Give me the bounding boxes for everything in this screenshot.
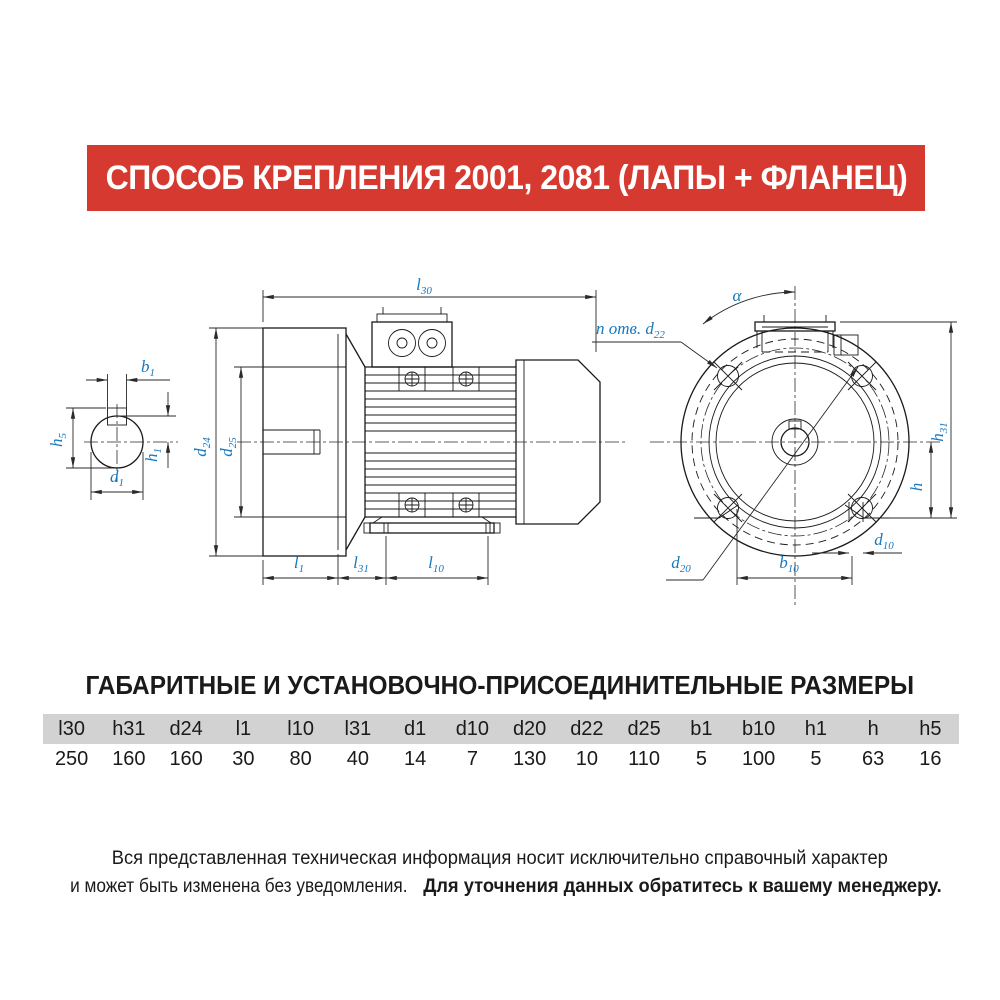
header-cell: l10 (272, 714, 329, 744)
header-cell: h1 (787, 714, 844, 744)
dim-label-n-otv-d22: n отв. $d_{22}$ (596, 319, 665, 341)
dim-label-d10: $d_{10}$ (874, 530, 894, 552)
value-cell: 5 (695, 747, 707, 770)
header-cell: d22 (558, 714, 615, 744)
dim-label-alpha: α (732, 286, 742, 305)
table-header-row (43, 714, 959, 744)
header-cell: b1 (673, 714, 730, 744)
value-cell: 130 (512, 747, 547, 770)
dim-label-b10: $b_{10}$ (779, 553, 799, 575)
footer-line-2 (0, 873, 1000, 901)
header-cell: l30 (43, 714, 100, 744)
value-cell: 110 (628, 747, 661, 770)
dim-label-l31: $l_{31}$ (353, 553, 369, 575)
value-cell: 5 (810, 747, 822, 770)
value-cell: 30 (232, 747, 255, 770)
header-cell: h5 (902, 714, 959, 744)
dim-label-d24: $d_{24}$ (191, 437, 213, 457)
dim-label-h31: $h_{31}$ (928, 422, 950, 442)
header-cell: l1 (215, 714, 272, 744)
table-value-row (43, 744, 959, 774)
banner-title: СПОСОБ КРЕПЛЕНИЯ 2001, 2081 (ЛАПЫ + ФЛАНЕЦ) (105, 158, 907, 197)
footer-line2-bold: Для уточнения данных обратитесь к вашему менеджеру. (422, 875, 942, 897)
dim-label-d20: $d_{20}$ (671, 553, 691, 575)
value-cell: 80 (289, 747, 312, 770)
value-cell: 10 (575, 747, 598, 770)
dim-label-h1: $h_1$ (142, 448, 164, 462)
value-cell: 63 (862, 747, 885, 770)
dim-label-b1: $b_1$ (141, 357, 155, 379)
header-cell: l31 (329, 714, 386, 744)
header-cell: h31 (100, 714, 157, 744)
dimensions-section-title (0, 670, 1000, 701)
dim-label-d25: $d_{25}$ (217, 437, 239, 457)
footer-line2-normal: и может быть изменена без уведомления. (69, 875, 412, 897)
value-cell: 100 (741, 747, 776, 770)
value-cell: 40 (346, 747, 369, 770)
header-cell: d1 (387, 714, 444, 744)
shaft-section-view (47, 357, 178, 500)
section-title-text: ГАБАРИТНЫЕ И УСТАНОВОЧНО-ПРИСОЕДИНИТЕЛЬНЫЕ РАЗМЕРЫ (85, 670, 915, 700)
dim-label-l10: $l_{10}$ (428, 553, 444, 575)
value-cell: 160 (169, 747, 203, 770)
header-cell: d24 (158, 714, 215, 744)
value-cell: 16 (919, 747, 942, 770)
value-cell: 14 (404, 747, 427, 770)
dimensions-table (43, 714, 959, 774)
dim-label-h5: $h_5$ (47, 433, 69, 447)
value-cell: 160 (112, 747, 146, 770)
dim-label-l1: $l_1$ (293, 553, 305, 575)
footer-note (0, 845, 1000, 901)
header-cell: h (845, 714, 902, 744)
value-cell: 250 (54, 747, 89, 770)
header-cell: d10 (444, 714, 501, 744)
header-cell: d25 (616, 714, 673, 744)
header-cell: d20 (501, 714, 558, 744)
motor-side-view (237, 307, 628, 556)
motor-flange-view (650, 286, 940, 608)
value-cell: 7 (466, 747, 478, 770)
footer-line-1: Вся представленная техническая информация носит исключительно справочный характер (111, 847, 889, 869)
dim-label-d1: $d_1$ (110, 467, 124, 489)
header-cell: b10 (730, 714, 787, 744)
dim-label-l30: $l_{30}$ (416, 275, 432, 297)
dim-label-h: h (907, 482, 926, 492)
